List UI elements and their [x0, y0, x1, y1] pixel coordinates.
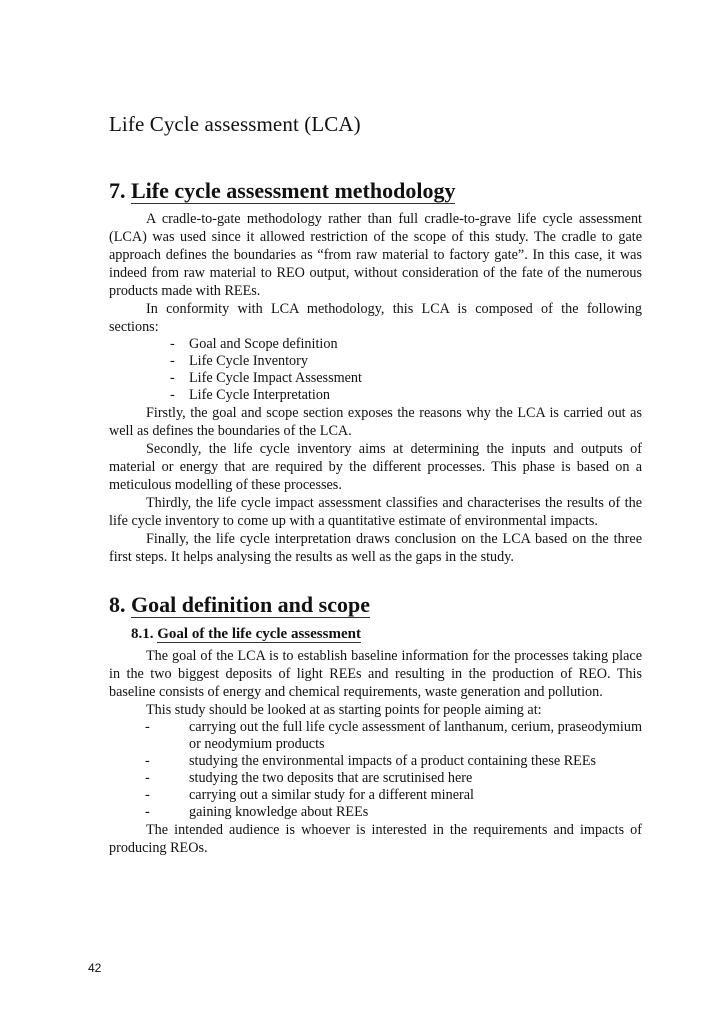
dash: -	[145, 804, 150, 820]
section-8-heading	[109, 592, 642, 618]
dash: -	[170, 370, 175, 386]
section-7-conformity: In conformity with LCA methodology, this LCA is composed of the following sections:	[109, 301, 642, 335]
list-item: - carrying out the full life cycle assessment of lanthanum, cerium, praseodymium or neodymium products	[145, 719, 642, 752]
paragraph-secondly: Secondly, the life cycle inventory aims at determining the inputs and outputs of material or energy that are required by the different processes. This phase is based on a meticulous modelling of these processes.	[109, 441, 642, 493]
subsection-8-1-title: Goal of the life cycle assessment	[157, 626, 361, 642]
section-7-intro: A cradle-to-gate methodology rather than full cradle-to-grave life cycle assessment (LCA) was used since it allowed restriction of the scope of this study. The cradle to gate approach defines the boundaries as “from raw material to factory gate”. In this case, it was indeed from raw material to REO output, without consideration of the fate of the numerous products made with REEs.	[109, 211, 642, 299]
list-item: - gaining knowledge about REEs	[145, 804, 369, 820]
list-item: - Life Cycle Interpretation	[170, 387, 331, 403]
subsection-8-1-heading	[131, 624, 642, 644]
list-item: - carrying out a similar study for a different mineral	[145, 787, 474, 803]
subsection-8-1-number: 8.1.	[131, 626, 154, 642]
list-item: - Life Cycle Impact Assessment	[170, 370, 362, 386]
list-item: - Goal and Scope definition	[170, 336, 338, 352]
section-7-heading	[109, 178, 642, 204]
lca-phases-list	[109, 336, 642, 404]
paragraph-thirdly: Thirdly, the life cycle impact assessment classifies and characterises the results of the life cycle inventory to come up with a quantitative estimate of environmental impacts.	[109, 495, 642, 529]
paragraph-study: This study should be looked at as starting points for people aiming at:	[146, 702, 542, 718]
paragraph-finally: Finally, the life cycle interpretation draws conclusion on the LCA based on the three first steps. It helps analysing the results as well as the gaps in the study.	[109, 531, 642, 565]
page-content	[109, 178, 642, 857]
paragraph-firstly: Firstly, the goal and scope section exposes the reasons why the LCA is carried out as well as defines the boundaries of the LCA.	[109, 405, 642, 439]
dash: -	[145, 770, 150, 786]
dash: -	[145, 753, 150, 769]
page-number: 42	[88, 961, 102, 975]
audience-aims-list	[109, 719, 642, 821]
dash: -	[145, 787, 150, 803]
list-item: - studying the environmental impacts of a product containing these REEs	[145, 753, 597, 769]
dash: -	[170, 353, 175, 369]
section-7-number: 7.	[109, 178, 126, 203]
dash: -	[145, 719, 150, 735]
dash: -	[170, 336, 175, 352]
paragraph-audience: The intended audience is whoever is interested in the requirements and impacts of producing REOs.	[109, 822, 642, 856]
dash: -	[170, 387, 175, 403]
running-head: Life Cycle assessment (LCA)	[109, 112, 361, 136]
section-8-title: Goal definition and scope	[131, 592, 370, 617]
section-7-title: Life cycle assessment methodology	[131, 178, 456, 203]
list-item: - studying the two deposits that are scrutinised here	[145, 770, 473, 786]
section-8-number: 8.	[109, 592, 126, 617]
paragraph-goal: The goal of the LCA is to establish baseline information for the processes taking place in the two biggest deposits of light REEs and resulting in the production of REO. This baseline consists of energy and chemical requirements, waste generation and pollution.	[109, 648, 642, 700]
list-item: - Life Cycle Inventory	[170, 353, 308, 369]
